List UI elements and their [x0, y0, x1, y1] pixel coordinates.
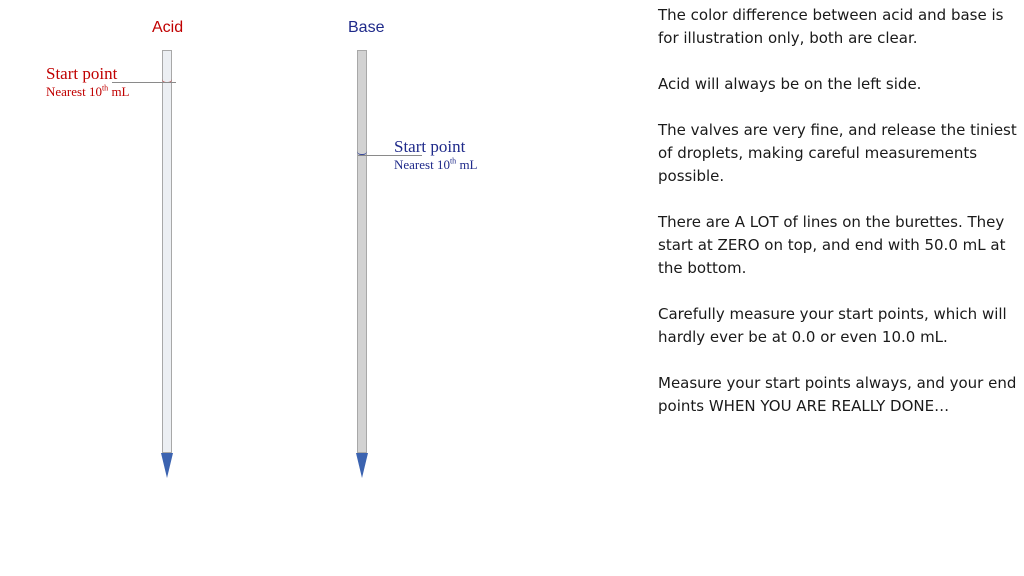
- note-paragraph: Acid will always be on the left side.: [658, 75, 922, 93]
- note-paragraph: Carefully measure your start points, which will hardly ever be at 0.0 or even 10.0 mL.: [658, 305, 1007, 346]
- base-start-point-title: Start point: [394, 137, 466, 156]
- note-paragraph: The color difference between acid and base is for illustration only, both are clear.: [658, 6, 1004, 47]
- acid-burette-tip: [161, 453, 173, 478]
- acid-start-point-precision: Nearest 10th mL: [46, 83, 130, 99]
- acid-burette-tube: [162, 50, 172, 453]
- base-start-point-callout: [394, 137, 478, 173]
- acid-burette: [160, 50, 176, 482]
- note-paragraph: Measure your start points always, and your end points WHEN YOU ARE REALLY DONE…: [658, 374, 1017, 415]
- acid-start-point-callout: [46, 64, 130, 100]
- instruction-notes: [658, 4, 1018, 441]
- base-start-point-precision: Nearest 10th mL: [394, 156, 478, 172]
- note-paragraph: There are A LOT of lines on the burettes. They start at ZERO on top, and end with 50.0 mL at the bottom.: [658, 213, 1006, 277]
- acid-heading: Acid: [152, 19, 184, 36]
- acid-start-point-title: Start point: [46, 64, 118, 83]
- base-burette-tip: [356, 453, 368, 478]
- base-heading: Base: [348, 19, 385, 36]
- note-paragraph: The valves are very fine, and release the tiniest of droplets, making careful measurements possible.: [658, 121, 1017, 185]
- base-burette: [355, 50, 371, 482]
- base-burette-tube: [357, 50, 367, 453]
